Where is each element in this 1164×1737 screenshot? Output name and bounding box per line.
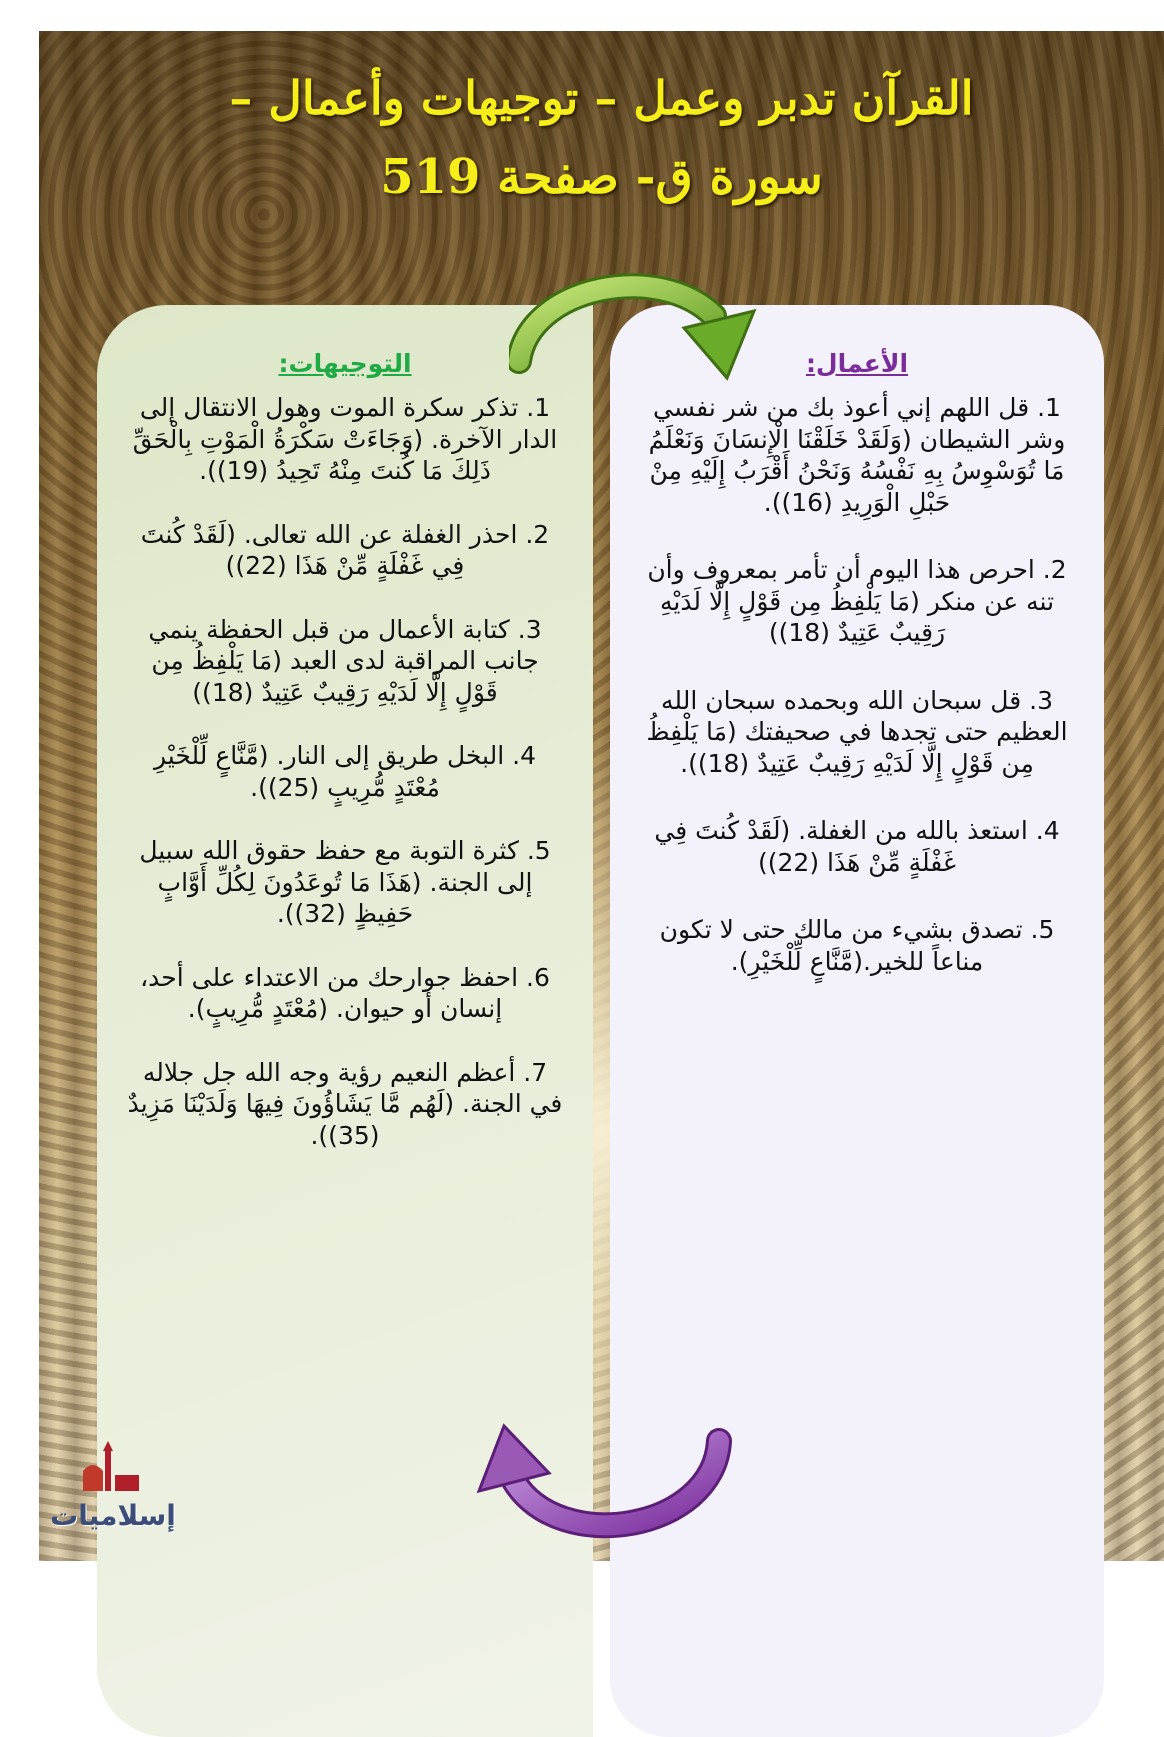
page-title: القرآن تدبر وعمل – توجيهات وأعمال – <box>229 71 974 125</box>
guidance-item-3: 3. كتابة الأعمال من قبل الحفظة ينمي جانب المراقبة لدى العبد (مَا يَلْفِظُ مِن قَوْلٍ إِلَّا لَدَيْهِ رَقِيبٌ عَتِيدٌ (18)) <box>148 614 542 707</box>
action-item-2: 2. احرص هذا اليوم أن تأمر بمعروف وأن تنه عن منكر (مَا يَلْفِظُ مِن قَوْلٍ إِلَّا لَدَيْهِ رَقِيبٌ عَتِيدٌ (18)) <box>647 555 1067 647</box>
poster-background <box>39 31 1164 1561</box>
curved-arrow-bottom-icon <box>469 1421 749 1551</box>
action-item-3: 3. قل سبحان الله وبحمده سبحان الله العظيم حتى تجدها في صحيفتك (مَا يَلْفِظُ مِن قَوْلٍ إِلَّا لَدَيْهِ رَقِيبٌ عَتِيدٌ (18)). <box>646 685 1068 778</box>
islamiyat-logo <box>43 1441 183 1541</box>
guidance-item-1: 1. تذكر سكرة الموت وهول الانتقال إلى الدار الآخرة. (وَجَاءَتْ سَكْرَةُ الْمَوْتِ بِالْحَقِّ ذَلِكَ مَا كُنتَ مِنْهُ تَحِيدُ (19)). <box>132 393 558 485</box>
guidance-item-5: 5. كثرة التوبة مع حفظ حقوق الله سبيل إلى الجنة. (هَذَا مَا تُوعَدُونَ لِكُلِّ أَوَّابٍ حَفِيظٍ (32)). <box>139 836 551 928</box>
guidance-item-4: 4. البخل طريق إلى النار. (مَّنَّاعٍ لِّلْخَيْرِ مُعْتَدٍ مُّرِيبٍ (25)). <box>154 741 536 802</box>
guidance-item-7: 7. أعظم النعيم رؤية وجه الله جل جلاله في الجنة. (لَهُم مَّا يَشَاؤُونَ فِيهَا وَلَدَيْنَا مَزِيدٌ (35)). <box>127 1057 563 1150</box>
action-item-1: 1. قل اللهم إني أعوذ بك من شر نفسي وشر الشيطان (وَلَقَدْ خَلَقْنَا الْإِنسَانَ وَنَعْلَمُ مَا تُوَسْوِسُ بِهِ نَفْسُهُ وَنَحْنُ أَقْرَبُ إِلَيْهِ مِنْ حَبْلِ الْوَرِيدِ (16)). <box>648 393 1066 517</box>
curved-arrow-top-icon <box>509 266 769 396</box>
mosque-icon <box>43 1441 183 1501</box>
page-subtitle: سورة ق- صفحة 519 <box>380 149 823 205</box>
action-item-5: 5. تصدق بشيء من مالك حتى لا تكون مناعاً للخير.(مَّنَّاعٍ لِّلْخَيْرِ). <box>659 915 1055 976</box>
actions-heading: الأعمال: <box>805 349 909 378</box>
logo-text: إسلاميات <box>50 1499 176 1532</box>
guidance-heading: التوجيهات: <box>278 349 412 378</box>
action-item-4: 4. استعذ بالله من الغفلة. (لَقَدْ كُنتَ فِي غَفْلَةٍ مِّنْ هَذَا (22)) <box>654 816 1060 877</box>
guidance-item-6: 6. احفظ جوارحك من الاعتداء على أحد، إنسان أو حيوان. (مُعْتَدٍ مُّرِيبٍ). <box>140 962 550 1023</box>
guidance-item-2: 2. احذر الغفلة عن الله تعالى. (لَقَدْ كُنتَ فِي غَفْلَةٍ مِّنْ هَذَا (22)) <box>140 519 550 580</box>
